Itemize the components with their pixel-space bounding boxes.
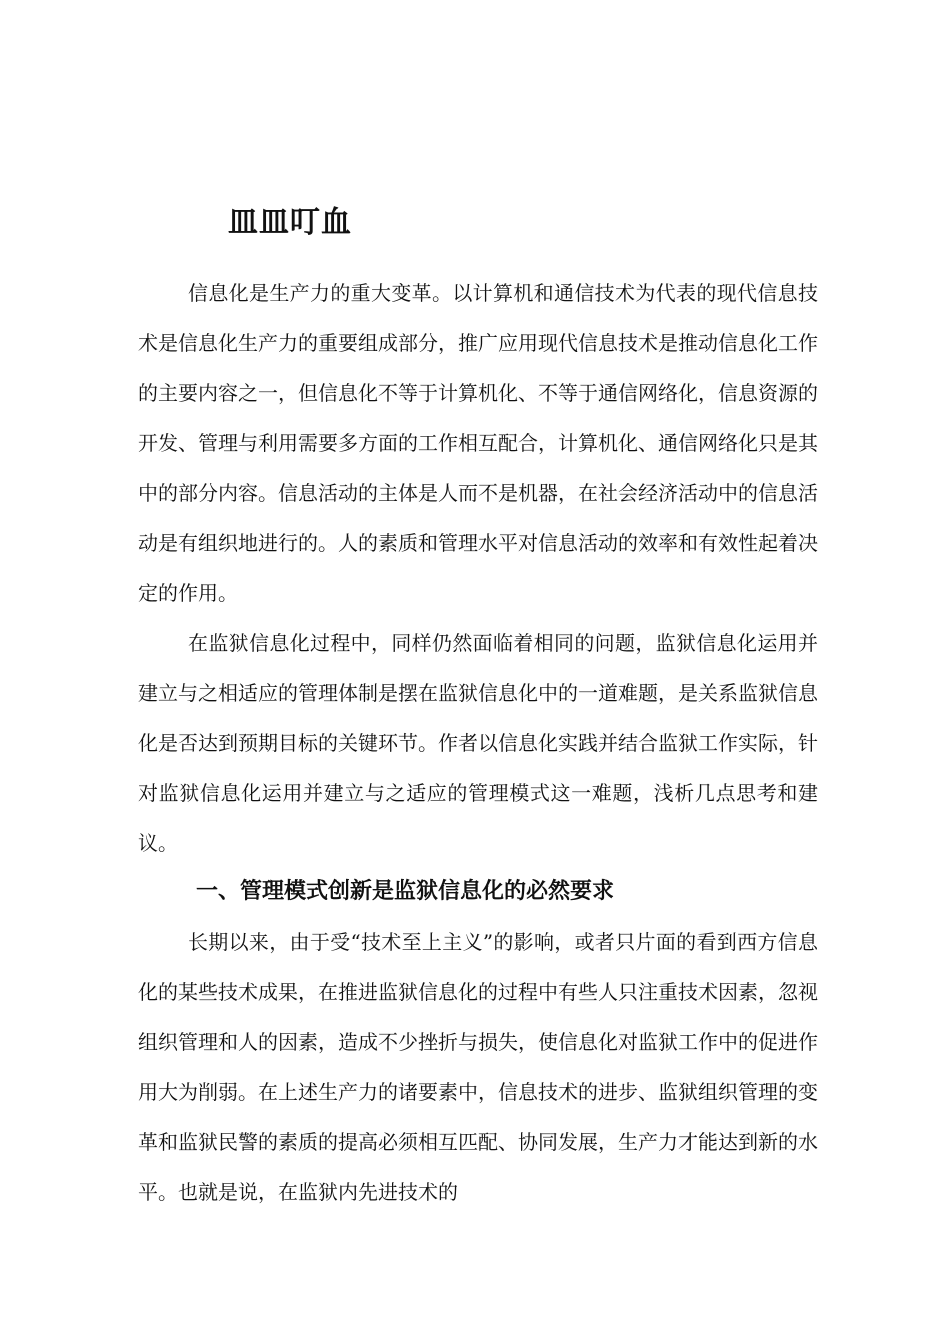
document-title: 皿皿叮血 bbox=[228, 205, 352, 240]
prison-paragraph-block bbox=[138, 618, 818, 868]
section-heading: 一、管理模式创新是监狱信息化的必然要求 bbox=[196, 879, 615, 904]
paragraph-section-one: 长期以来，由于受“技术至上主义”的影响，或者只片面的看到西方信息化的某些技术成果，在推进监狱信息化的过程中有些人只注重技术因素，忽视组织管理和人的因素，造成不少挫折与损失，使信息化对监狱工作中的促进作用大为削弱。在上述生产力的诸要素中，信息技术的进步、监狱组织管理的变革和监狱民警的素质的提高必须相互匹配、协同发展，生产力才能达到新的水平。也就是说，在监狱内先进技术的 bbox=[138, 930, 818, 1204]
intro-paragraph-block bbox=[138, 268, 818, 618]
paragraph-prison-informatization: 在监狱信息化过程中，同样仍然面临着相同的问题，监狱信息化运用并建立与之相适应的管理体制是摆在监狱信息化中的一道难题，是关系监狱信息化是否达到预期目标的关键环节。作者以信息化实践并结合监狱工作实际，针对监狱信息化运用并建立与之适应的管理模式这一难题，浅析几点思考和建议。 bbox=[138, 631, 818, 855]
paragraph-informatization: 信息化是生产力的重大变革。以计算机和通信技术为代表的现代信息技术是信息化生产力的重要组成部分，推广应用现代信息技术是推动信息化工作的主要内容之一，但信息化不等于计算机化、不等于通信网络化，信息资源的开发、管理与利用需要多方面的工作相互配合，计算机化、通信网络化只是其中的部分内容。信息活动的主体是人而不是机器，在社会经济活动中的信息活动是有组织地进行的。人的素质和管理水平对信息活动的效率和有效性起着决定的作用。 bbox=[138, 281, 818, 605]
section-paragraph-block bbox=[138, 917, 818, 1217]
